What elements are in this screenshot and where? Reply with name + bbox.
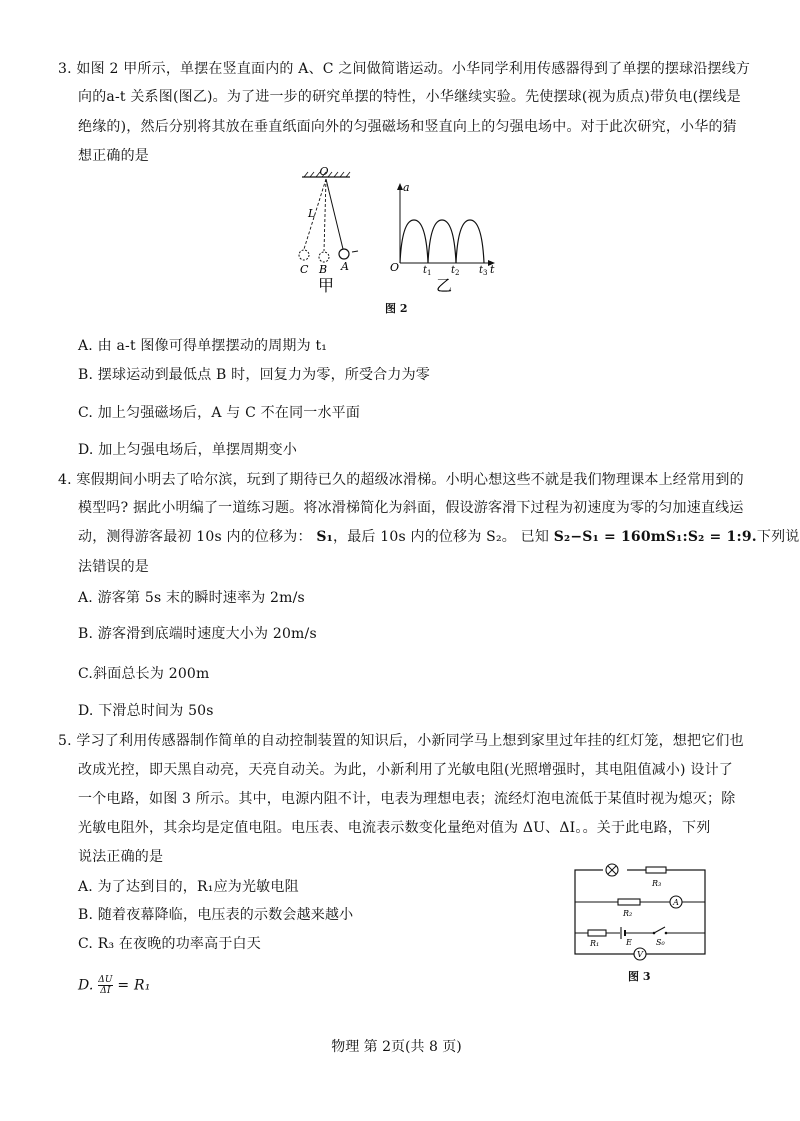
label-t2-sub: 2 (455, 269, 460, 277)
q5-option-b: B. 随着夜幕降临，电压表的示数会越来越小 (78, 907, 354, 923)
q4-line-3-part2: ，最后 10s 内的位移为 S₂。 已知 (333, 529, 550, 545)
label-R1: R₁ (590, 939, 600, 948)
q5-option-d-prefix: D. (78, 977, 94, 994)
ball-B (319, 252, 329, 262)
q5-option-c: C. R₃ 在夜晚的功率高于白天 (78, 936, 261, 952)
figure-3-caption: 图 3 (628, 970, 651, 983)
q4-math-s1: S₁ (316, 529, 334, 545)
label-t2: t (451, 265, 456, 276)
label-voltmeter: V (637, 950, 643, 959)
q3-line-1: 3. 如图 2 甲所示，单摆在竖直面内的 A、C 之间做简谐运动。小华同学利用传感器得到了单摆的摆球沿摆线方 (58, 61, 751, 77)
fraction-numerator: ΔU (98, 975, 113, 985)
q4-line-1: 4. 寒假期间小明去了哈尔滨，玩到了期待已久的超级冰滑梯。小明心想这些不就是我们物理课本上经常用到的 (58, 472, 744, 488)
label-C: C (300, 263, 309, 276)
figure-2-caption: 图 2 (385, 302, 408, 315)
q5-line-4: 光敏电阻外，其余均是定值电阻。电压表、电流表示数变化量绝对值为 ΔU、ΔI。。关于此电路，下列 (78, 820, 711, 836)
q4-line-3 (78, 527, 800, 547)
label-a: a (403, 181, 410, 194)
resistor-R1 (588, 930, 606, 936)
a-t-curve (400, 220, 484, 263)
label-t1-sub: 1 (427, 269, 432, 277)
q3-option-b: B. 摆球运动到最低点 B 时，回复力为零，所受合力为零 (78, 367, 430, 383)
q5-line-1: 5. 学习了利用传感器制作简单的自动控制装置的知识后，小新同学马上想到家里过年挂的红灯笼，想把它们也 (58, 733, 744, 749)
q4-line-4: 法错误的是 (78, 559, 149, 575)
q5-option-d-fraction (98, 975, 113, 996)
q3-line-4: 想正确的是 (78, 148, 149, 164)
q4-option-d: D. 下滑总时间为 50s (78, 703, 214, 719)
q5-option-d-rhs: = R₁ (117, 977, 151, 994)
q4-line-2: 模型吗? 据此小明编了一道练习题。将冰滑梯简化为斜面，假设游客滑下过程为初速度为零的匀加速直线运 (78, 500, 744, 516)
ball-C (299, 250, 309, 260)
q4-line-3-part3: 下列说 (756, 529, 800, 545)
q3-line-2: 向的a-t 关系图(图乙)。为了进一步的研究单摆的特性，小华继续实验。先使摆球(视为质点)带负电(摆线是 (78, 89, 741, 105)
label-R2: R₂ (623, 909, 633, 918)
q5-option-d (78, 975, 151, 996)
label-origin: O (390, 261, 400, 274)
page-footer: 物理 第 2页(共 8 页) (331, 1039, 462, 1055)
q3-option-c: C. 加上匀强磁场后，A 与 C 不在同一水平面 (78, 405, 361, 421)
resistor-R2 (618, 899, 640, 905)
resistor-R3 (646, 867, 666, 873)
q5-line-5: 说法正确的是 (78, 849, 164, 865)
label-jia: 甲 (318, 276, 335, 295)
fraction-denominator: ΔI (100, 986, 111, 996)
q4-option-a: A. 游客第 5s 末的瞬时速率为 2m/s (78, 590, 305, 606)
q5-line-3: 一个电路，如图 3 所示。其中，电源内阻不计，电表为理想电表；流经灯泡电流低于某值时视为熄灭；除 (78, 791, 736, 807)
string-to-A (326, 179, 343, 249)
q3-option-a: A. 由 a-t 图像可得单摆摆动的周期为 t₁ (78, 338, 328, 354)
q5-option-a: A. 为了达到目的，R₁应为光敏电阻 (78, 879, 299, 895)
label-t1: t (423, 265, 428, 276)
label-E: E (626, 938, 632, 947)
q4-option-c: C.斜面总长为 200m (78, 666, 210, 682)
label-S0: S₀ (656, 938, 665, 947)
q3-option-d: D. 加上匀强电场后，单摆周期变小 (78, 442, 298, 458)
q3-line-3: 绝缘的)，然后分别将其放在垂直纸面向外的匀强磁场和竖直向上的匀强电场中。对于此次研究，小华的猜 (78, 119, 737, 135)
figure-2-pendulum-and-graph (290, 165, 510, 315)
label-L: L (308, 207, 316, 220)
figure-3-circuit (570, 862, 710, 974)
q4-math-eq: S₂−S₁ = 160m (553, 529, 666, 545)
label-O-pivot: O (319, 165, 329, 178)
label-R3: R₃ (652, 879, 662, 888)
ball-A (339, 249, 349, 259)
label-t3: t (479, 265, 484, 276)
label-t3-sub: 3 (483, 269, 488, 277)
label-B: B (319, 263, 328, 276)
label-A: A (341, 260, 349, 273)
q4-option-b: B. 游客滑到底端时速度大小为 20m/s (78, 626, 317, 642)
q5-line-2: 改成光控，即天黑自动亮，天亮自动关。为此，小新利用了光敏电阻(光照增强时，其电阻值减小) 设计了 (78, 762, 733, 778)
label-t: t (490, 263, 495, 276)
charge-mark (352, 251, 358, 252)
q4-line-3-part1: 动，测得游客最初 10s 内的位移为： (78, 529, 312, 545)
label-ammeter: A (673, 898, 679, 907)
string-to-B (324, 179, 326, 251)
label-yi: 乙 (436, 276, 453, 295)
q4-math-ratio: S₁:S₂ = 1:9. (665, 529, 757, 545)
